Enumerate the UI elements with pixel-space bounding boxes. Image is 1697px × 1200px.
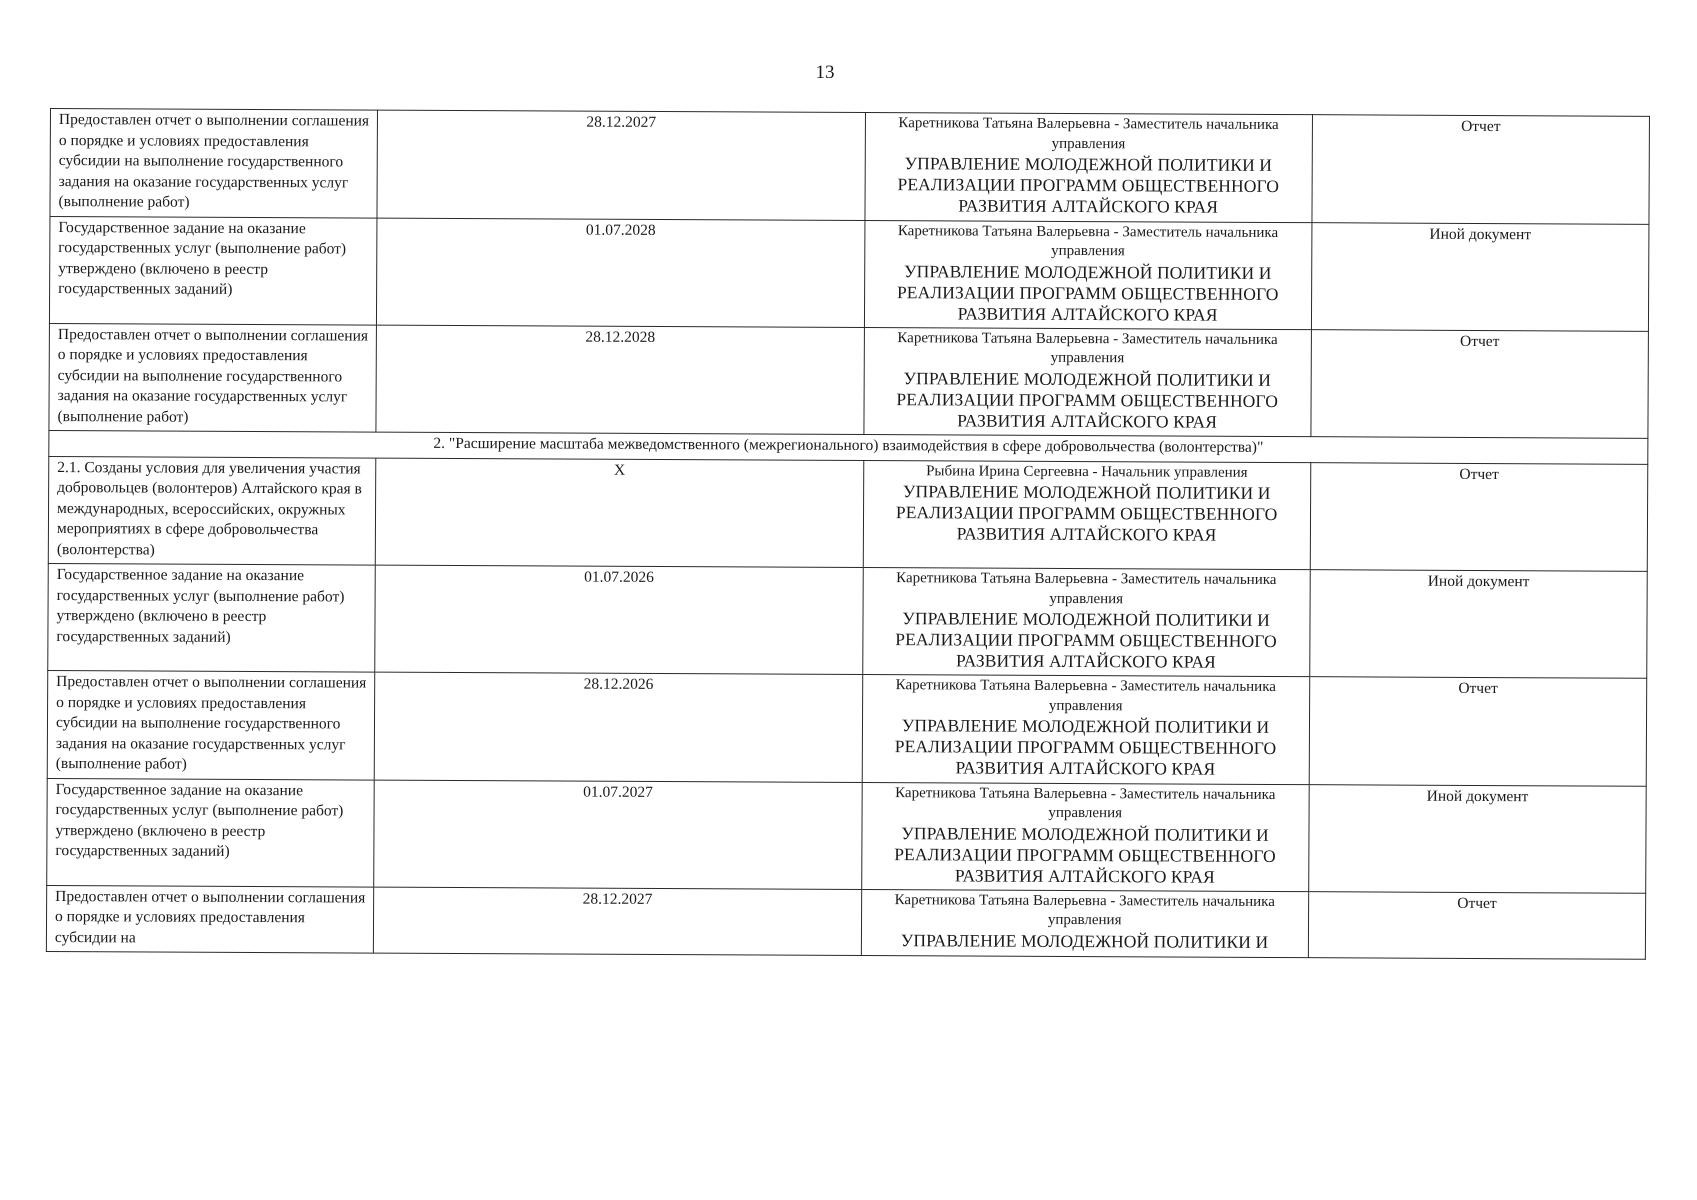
cell-description: Государственное задание на оказание государственных услуг (выполнение работ) утверждено (включено в реестр государственных заданий) <box>47 778 375 887</box>
cell-date: 01.07.2027 <box>374 780 862 889</box>
cell-description: Государственное задание на оказание государственных услуг (выполнение работ) утверждено (включено в реестр государственных заданий) <box>48 563 376 672</box>
responsible-organization: УПРАВЛЕНИЕ МОЛОДЕЖНОЙ ПОЛИТИКИ И РЕАЛИЗАЦИИ ПРОГРАММ ОБЩЕСТВЕННОГО РАЗВИТИЯ АЛТАЙСКОГО КРАЯ <box>895 608 1277 672</box>
cell-document-type: Отчет <box>1308 891 1646 959</box>
cell-responsible <box>861 782 1309 891</box>
events-table <box>46 108 1650 960</box>
section-header: 2. "Расширение масштаба межведомственного (межрегионального) взаимодействия в сфере добровольчества (волонтерства)" <box>49 430 1648 463</box>
responsible-person: Каретникова Татьяна Валерьевна - Заместитель начальника управления <box>896 570 1277 607</box>
cell-responsible <box>864 220 1312 329</box>
cell-document-type: Иной документ <box>1311 222 1649 331</box>
table-row <box>47 778 1647 893</box>
cell-document-type: Отчет <box>1312 115 1650 224</box>
cell-date: 28.12.2028 <box>376 325 864 435</box>
cell-responsible <box>864 112 1312 222</box>
cell-description: Предоставлен отчет о выполнении соглашения о порядке и условиях предоставления субсидии на <box>46 885 374 953</box>
page-number: 13 <box>815 62 835 83</box>
table-row <box>47 670 1647 785</box>
cell-responsible <box>862 674 1310 784</box>
responsible-organization: УПРАВЛЕНИЕ МОЛОДЕЖНОЙ ПОЛИТИКИ И РЕАЛИЗАЦИИ ПРОГРАММ ОБЩЕСТВЕННОГО РАЗВИТИЯ АЛТАЙСКОГО КРАЯ <box>895 481 1278 545</box>
cell-document-type: Отчет <box>1311 329 1649 438</box>
responsible-organization: УПРАВЛЕНИЕ МОЛОДЕЖНОЙ ПОЛИТИКИ И РЕАЛИЗАЦИИ ПРОГРАММ ОБЩЕСТВЕННОГО РАЗВИТИЯ АЛТАЙСКОГО КРАЯ <box>897 153 1280 217</box>
responsible-organization: УПРАВЛЕНИЕ МОЛОДЕЖНОЙ ПОЛИТИКИ И РЕАЛИЗАЦИИ ПРОГРАММ ОБЩЕСТВЕННОГО РАЗВИТИЯ АЛТАЙСКОГО КРАЯ <box>894 715 1277 779</box>
cell-description: Предоставлен отчет о выполнении соглашения о порядке и условиях предоставления субсидии на выполнение государственного задания на оказание государственных услуг (выполнение работ) <box>49 323 377 432</box>
cell-responsible <box>863 460 1311 570</box>
responsible-organization: УПРАВЛЕНИЕ МОЛОДЕЖНОЙ ПОЛИТИКИ И РЕАЛИЗАЦИИ ПРОГРАММ ОБЩЕСТВЕННОГО РАЗВИТИЯ АЛТАЙСКОГО КРАЯ <box>896 367 1279 432</box>
cell-responsible <box>863 327 1311 437</box>
cell-date: X <box>375 458 863 568</box>
cell-description: Предоставлен отчет о выполнении соглашения о порядке и условиях предоставления субсидии на выполнение государственного задания на оказание государственных услуг (выполнение работ) <box>50 109 378 218</box>
cell-responsible <box>861 889 1309 958</box>
table-row <box>50 109 1650 224</box>
table-row <box>46 885 1645 959</box>
responsible-organization: УПРАВЛЕНИЕ МОЛОДЕЖНОЙ ПОЛИТИКИ И РЕАЛИЗАЦИИ ПРОГРАММ ОБЩЕСТВЕННОГО РАЗВИТИЯ АЛТАЙСКОГО КРАЯ <box>894 822 1276 887</box>
responsible-person: Рыбина Ирина Сергеевна - Начальник управления <box>926 462 1248 481</box>
responsible-person: Каретникова Татьяна Валерьевна - Заместитель начальника управления <box>897 329 1278 367</box>
responsible-person: Каретникова Татьяна Валерьевна - Заместитель начальника управления <box>898 115 1279 152</box>
cell-document-type: Отчет <box>1310 462 1648 571</box>
cell-document-type: Отчет <box>1309 677 1647 786</box>
cell-date: 01.07.2028 <box>377 218 865 327</box>
responsible-person: Каретникова Татьяна Валерьевна - Заместитель начальника управления <box>895 677 1276 714</box>
cell-document-type: Иной документ <box>1308 784 1646 893</box>
responsible-person: Каретникова Татьяна Валерьевна - Заместитель начальника управления <box>895 784 1276 822</box>
table-row <box>49 323 1649 438</box>
responsible-person: Каретникова Татьяна Валерьевна - Заместитель начальника управления <box>897 222 1279 260</box>
cell-description: Предоставлен отчет о выполнении соглашения о порядке и условиях предоставления субсидии на выполнение государственного задания на оказание государственных услуг (выполнение работ) <box>47 670 375 779</box>
cell-date: 28.12.2027 <box>377 110 865 220</box>
cell-date: 28.12.2027 <box>374 887 862 956</box>
cell-date: 28.12.2026 <box>374 672 862 782</box>
cell-document-type: Иной документ <box>1310 570 1648 679</box>
responsible-organization: УПРАВЛЕНИЕ МОЛОДЕЖНОЙ ПОЛИТИКИ И РЕАЛИЗАЦИИ ПРОГРАММ ОБЩЕСТВЕННОГО РАЗВИТИЯ АЛТАЙСКОГО КРАЯ <box>896 260 1279 325</box>
cell-responsible <box>862 567 1310 676</box>
cell-date: 01.07.2026 <box>375 565 863 674</box>
cell-description: 2.1. Созданы условия для увеличения участия добровольцев (волонтеров) Алтайского края в международных, всероссийских, окружных мероприятиях в сфере добровольчества (волонтерства) <box>48 456 376 565</box>
responsible-person: Каретникова Татьяна Валерьевна - Заместитель начальника управления <box>894 891 1275 929</box>
table-row <box>48 456 1648 571</box>
table-row <box>49 216 1649 331</box>
table-row <box>48 563 1648 678</box>
cell-description: Государственное задание на оказание государственных услуг (выполнение работ) утверждено (включено в реестр государственных заданий) <box>49 216 377 325</box>
responsible-organization: УПРАВЛЕНИЕ МОЛОДЕЖНОЙ ПОЛИТИКИ И <box>900 929 1269 952</box>
